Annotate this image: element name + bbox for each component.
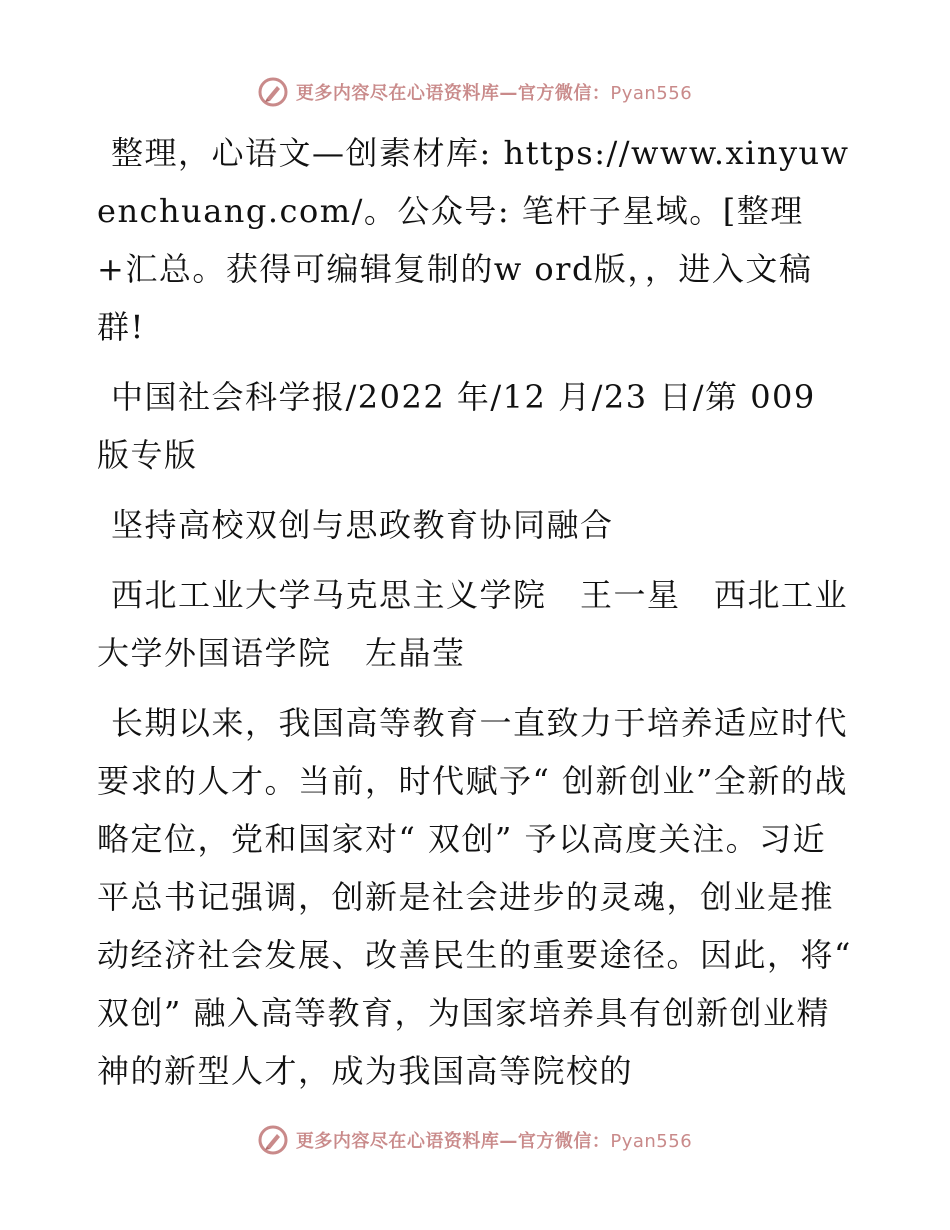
source-line: 中国社会科学报/2022 年/12 月/23 日/第 009 版专版 — [97, 378, 816, 474]
body-paragraph: 长期以来，我国高等教育一直致力于培养适应时代要求的人才。当前，时代赋予“ 创新创业”全新的战略定位，党和国家对“ 双创” 予以高度关注。习近平总书记强调，创新是社会进步的灵魂，创业是推动经济社会发展、改善民生的重要途径。因此，将“ 双创” 融入高等教育，为国家培养具有创新创业精神的新型人才，成为我国高等院校的 — [97, 704, 852, 1090]
watermark-brand: 更多内容尽在心语资料库 — [295, 1131, 500, 1152]
watermark-brand: 更多内容尽在心语资料库 — [295, 83, 500, 104]
watermark-contact-label: 官方微信： — [517, 83, 611, 104]
pen-logo-icon — [258, 77, 288, 107]
watermark-separator: — — [499, 1131, 518, 1152]
document-body — [97, 124, 857, 1112]
author-line: 西北工业大学马克思主义学院 王一星 西北工业大学外国语学院 左晶莹 — [97, 576, 849, 672]
watermark-contact-id: Pyan556 — [610, 1131, 693, 1152]
watermark-contact-label: 官方微信： — [517, 1131, 611, 1152]
pen-logo-icon — [258, 1125, 288, 1155]
watermark-text — [296, 79, 692, 105]
article-title: 坚持高校双创与思政教育协同融合 — [111, 506, 614, 544]
header-watermark — [0, 72, 950, 112]
watermark-contact-id: Pyan556 — [610, 83, 693, 104]
intro-notice-paragraph: 整理，心语文—创素材库: https://www.xinyuwenchuang.com/。公众号: 笔杆子星域。[整理+汇总。获得可编辑复制的w ord版，，进入文稿群! — [97, 134, 850, 346]
watermark-separator: — — [499, 83, 518, 104]
footer-watermark — [0, 1120, 950, 1160]
watermark-text — [296, 1127, 692, 1153]
